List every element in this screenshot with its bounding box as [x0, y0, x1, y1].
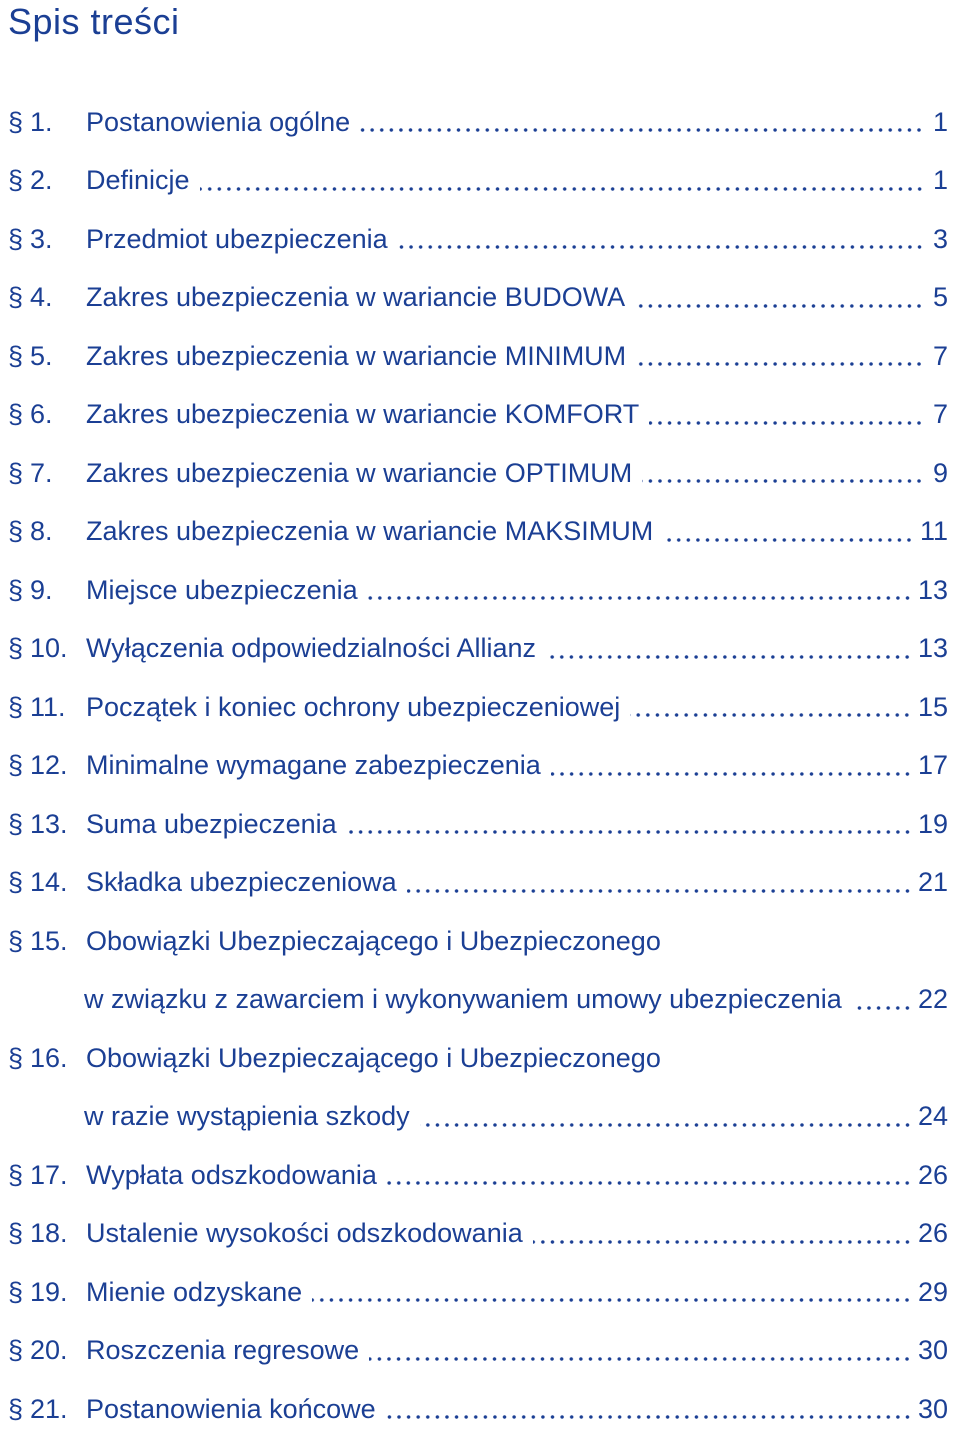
toc-line — [8, 620, 948, 679]
section-sign: § — [8, 340, 24, 371]
toc-entry[interactable] — [8, 93, 948, 152]
section-sign: § — [8, 691, 24, 722]
toc-line — [8, 912, 948, 971]
section-number: 18. — [30, 1218, 68, 1249]
page-number: 17 — [917, 750, 948, 781]
section-sign: § — [8, 223, 24, 254]
toc-entry[interactable] — [8, 444, 948, 503]
page-number: 9 — [932, 457, 948, 488]
section-title: Miejsce ubezpieczenia — [86, 574, 358, 605]
section-number: 8. — [30, 516, 53, 547]
page-number: 15 — [917, 691, 948, 722]
toc-entry[interactable] — [8, 1146, 948, 1205]
toc-line — [8, 971, 948, 1030]
toc-entry[interactable] — [8, 1205, 948, 1264]
section-number: 6. — [30, 399, 53, 430]
page-number: 1 — [932, 165, 948, 196]
page-number: 1 — [932, 106, 948, 137]
toc-line — [8, 678, 948, 737]
section-title: Składka ubezpieczeniowa — [86, 867, 397, 898]
toc-line — [8, 444, 948, 503]
dot-leader — [630, 713, 912, 717]
toc-entry[interactable] — [8, 1322, 948, 1381]
dot-leader — [407, 889, 912, 893]
toc-entry[interactable] — [8, 152, 948, 211]
toc-entry[interactable] — [8, 503, 948, 562]
page-title: Spis treści — [8, 1, 180, 42]
section-sign: § — [8, 399, 24, 430]
toc-entry[interactable] — [8, 1029, 948, 1146]
toc-line — [8, 93, 948, 152]
section-sign: § — [8, 457, 24, 488]
dot-leader — [635, 304, 924, 308]
section-title: Minimalne wymagane zabezpieczenia — [86, 750, 541, 781]
section-sign: § — [8, 1042, 24, 1073]
section-number: 7. — [30, 457, 53, 488]
dot-leader — [533, 1240, 912, 1244]
section-title: Zakres ubezpieczenia w wariancie OPTIMUM — [86, 457, 633, 488]
section-number: 5. — [30, 340, 53, 371]
toc-line — [8, 1380, 948, 1439]
section-number: 1. — [30, 106, 53, 137]
toc-line — [8, 269, 948, 328]
toc-entry[interactable] — [8, 678, 948, 737]
section-sign: § — [8, 106, 24, 137]
section-title: Wyłączenia odpowiedzialności Allianz — [86, 633, 536, 664]
section-number: 2. — [30, 165, 53, 196]
dot-leader — [398, 245, 924, 249]
toc-entry[interactable] — [8, 912, 948, 1029]
toc-line — [8, 386, 948, 445]
dot-leader — [642, 479, 924, 483]
page-number: 26 — [917, 1159, 948, 1190]
table-of-contents — [8, 93, 948, 1439]
page-number: 3 — [932, 223, 948, 254]
section-number: 9. — [30, 574, 53, 605]
page-number: 26 — [917, 1218, 948, 1249]
section-number: 4. — [30, 282, 53, 313]
page-number: 11 — [919, 516, 948, 547]
page-number: 7 — [932, 399, 948, 430]
section-number: 10. — [30, 633, 68, 664]
toc-line — [8, 854, 948, 913]
page-number: 29 — [917, 1276, 948, 1307]
section-title: Obowiązki Ubezpieczającego i Ubezpieczonego — [86, 925, 661, 956]
dot-leader — [386, 1415, 912, 1419]
dot-leader — [649, 421, 924, 425]
section-title: w związku z zawarciem i wykonywaniem umowy ubezpieczenia — [84, 984, 842, 1015]
section-number: 11. — [30, 691, 66, 722]
dot-leader — [347, 830, 912, 834]
toc-entry[interactable] — [8, 1380, 948, 1439]
toc-entry[interactable] — [8, 561, 948, 620]
section-title: Wypłata odszkodowania — [86, 1159, 377, 1190]
section-sign: § — [8, 1159, 24, 1190]
toc-entry[interactable] — [8, 854, 948, 913]
section-number: 3. — [30, 223, 53, 254]
page-number: 7 — [932, 340, 948, 371]
page-number: 30 — [917, 1393, 948, 1424]
dot-leader — [369, 1357, 912, 1361]
section-title: Mienie odzyskane — [86, 1276, 303, 1307]
section-number: 21. — [30, 1393, 68, 1424]
dot-leader — [546, 655, 912, 659]
toc-line — [8, 1322, 948, 1381]
section-number: 19. — [30, 1276, 68, 1307]
toc-entry[interactable] — [8, 210, 948, 269]
page-number: 13 — [917, 574, 948, 605]
toc-line — [8, 1029, 948, 1088]
toc-line — [8, 152, 948, 211]
section-title: Roszczenia regresowe — [86, 1335, 360, 1366]
section-number: 17. — [30, 1159, 68, 1190]
page-number: 5 — [932, 282, 948, 313]
page-number: 22 — [917, 984, 948, 1015]
section-title: Suma ubezpieczenia — [86, 808, 337, 839]
page-number: 13 — [917, 633, 948, 664]
section-title: Zakres ubezpieczenia w wariancie KOMFORT — [86, 399, 640, 430]
section-number: 12. — [30, 750, 68, 781]
dot-leader — [360, 128, 924, 132]
section-sign: § — [8, 633, 24, 664]
section-number: 14. — [30, 867, 68, 898]
dot-leader — [636, 362, 924, 366]
page-number: 19 — [917, 808, 948, 839]
toc-entry[interactable] — [8, 327, 948, 386]
section-title: Zakres ubezpieczenia w wariancie MAKSIMUM — [86, 516, 654, 547]
section-sign: § — [8, 750, 24, 781]
section-sign: § — [8, 1218, 24, 1249]
toc-entry[interactable] — [8, 269, 948, 328]
dot-leader — [387, 1181, 912, 1185]
section-title: Zakres ubezpieczenia w wariancie BUDOWA — [86, 282, 626, 313]
section-sign: § — [8, 1276, 24, 1307]
section-title: Obowiązki Ubezpieczającego i Ubezpieczonego — [86, 1042, 661, 1073]
toc-line — [8, 795, 948, 854]
dot-leader — [551, 772, 912, 776]
dot-leader — [420, 1123, 912, 1127]
toc-line — [8, 561, 948, 620]
section-title: Postanowienia ogólne — [86, 106, 351, 137]
section-number: 13. — [30, 808, 68, 839]
section-sign: § — [8, 574, 24, 605]
toc-line — [8, 737, 948, 796]
section-sign: § — [8, 1335, 24, 1366]
toc-line — [8, 1205, 948, 1264]
toc-line — [8, 327, 948, 386]
page-number: 21 — [917, 867, 948, 898]
section-sign: § — [8, 925, 24, 956]
section-sign: § — [8, 808, 24, 839]
section-sign: § — [8, 1393, 24, 1424]
dot-leader — [312, 1298, 912, 1302]
dot-leader — [663, 538, 914, 542]
section-title: Ustalenie wysokości odszkodowania — [86, 1218, 523, 1249]
section-sign: § — [8, 516, 24, 547]
section-number: 15. — [30, 925, 68, 956]
toc-line — [8, 1146, 948, 1205]
section-sign: § — [8, 165, 24, 196]
section-number: 20. — [30, 1335, 68, 1366]
dot-leader — [368, 596, 912, 600]
section-sign: § — [8, 867, 24, 898]
toc-entry[interactable] — [8, 1263, 948, 1322]
toc-line — [8, 1263, 948, 1322]
toc-line — [8, 503, 948, 562]
page-number: 24 — [917, 1101, 948, 1132]
dot-leader — [852, 1006, 912, 1010]
section-title: Postanowienia końcowe — [86, 1393, 376, 1424]
toc-line — [8, 1088, 948, 1147]
toc-entry[interactable] — [8, 737, 948, 796]
toc-entry[interactable] — [8, 795, 948, 854]
toc-line — [8, 210, 948, 269]
section-title: Początek i koniec ochrony ubezpieczeniowej — [86, 691, 621, 722]
section-title: w razie wystąpienia szkody — [84, 1101, 410, 1132]
dot-leader — [200, 187, 924, 191]
section-sign: § — [8, 282, 24, 313]
toc-entry[interactable] — [8, 620, 948, 679]
section-title: Zakres ubezpieczenia w wariancie MINIMUM — [86, 340, 627, 371]
section-number: 16. — [30, 1042, 68, 1073]
section-title: Przedmiot ubezpieczenia — [86, 223, 388, 254]
toc-entry[interactable] — [8, 386, 948, 445]
page-number: 30 — [917, 1335, 948, 1366]
section-title: Definicje — [86, 165, 190, 196]
